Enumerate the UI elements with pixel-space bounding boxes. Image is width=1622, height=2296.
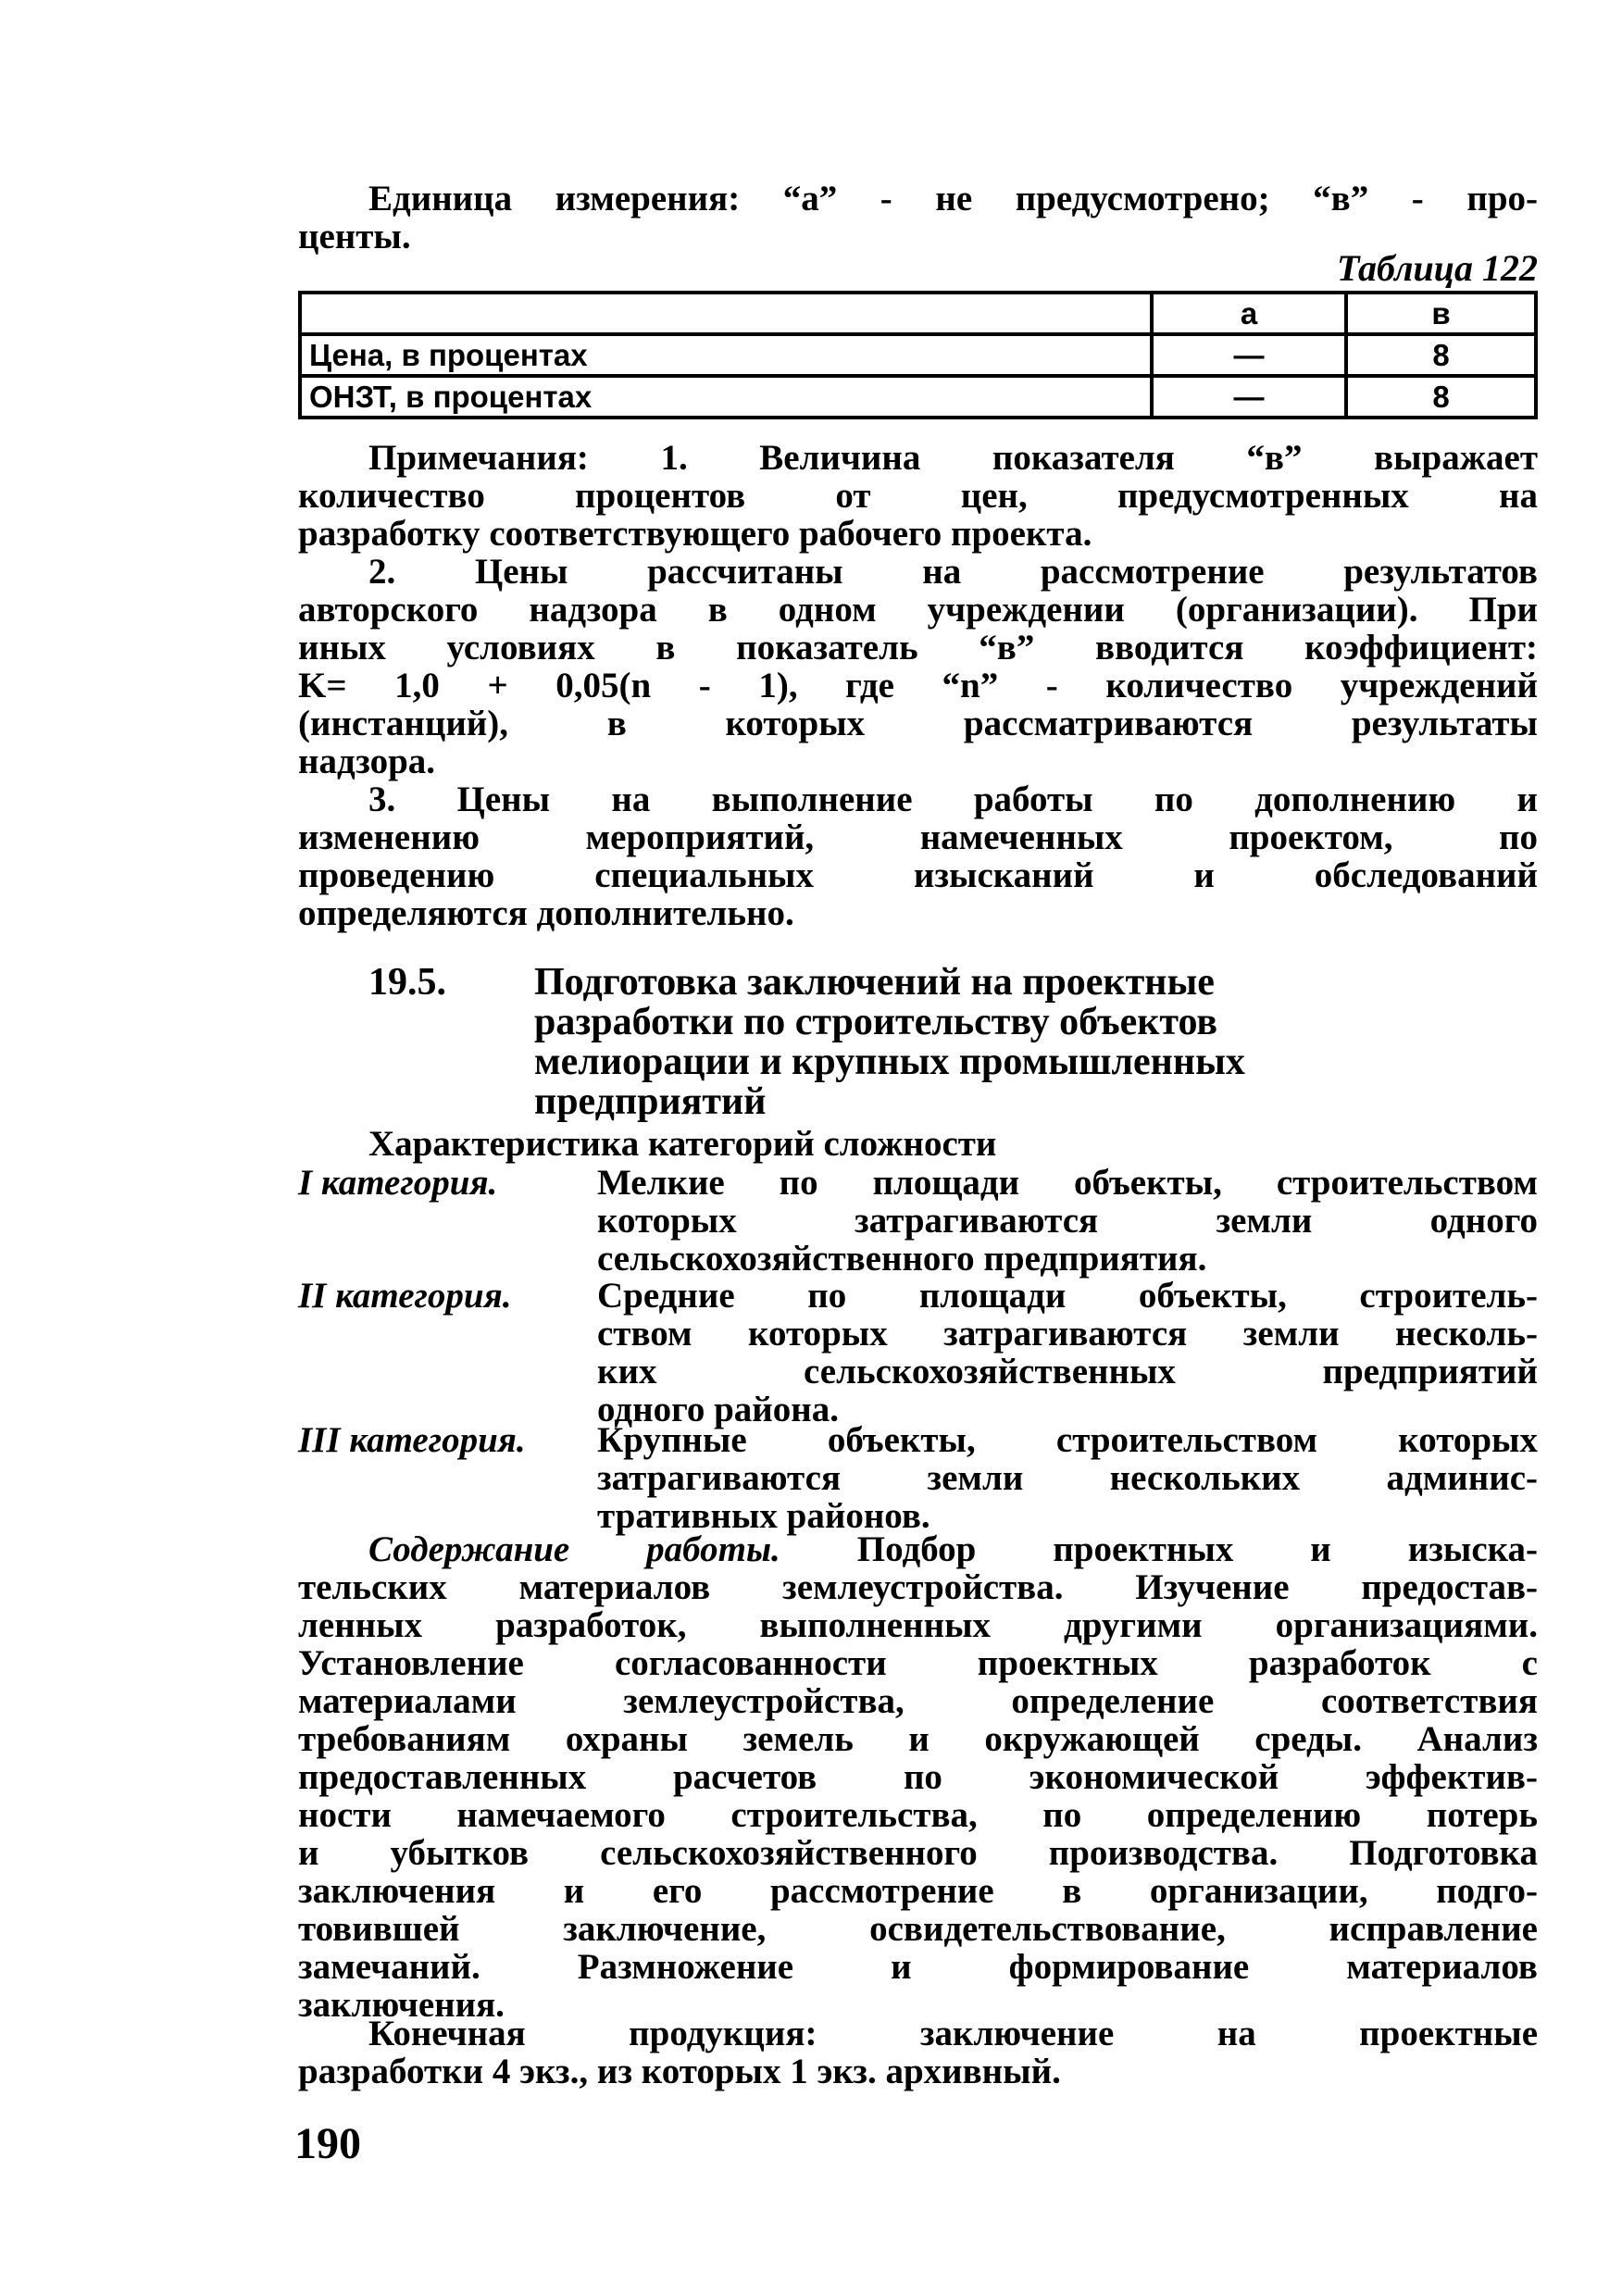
text-line: Установление согласованности проектных разработок с [298, 1643, 1538, 1683]
text-line: Единица измерения: “а” - не предусмотрено; “в” - про- [368, 179, 1538, 218]
text-line: проведению специальных изысканий и обследований [298, 855, 1538, 895]
text-line: предоставленных расчетов по экономической эффектив- [298, 1757, 1538, 1797]
table-cell: — [1152, 334, 1346, 376]
text-line: ством которых затрагиваются земли несколь- [597, 1314, 1538, 1354]
text-line: тельских материалов землеустройства. Изучение предостав- [298, 1567, 1538, 1607]
text-line: Примечания: 1. Величина показателя “в” выражает [368, 438, 1538, 478]
text-line: материалами землеустройства, определение соответствия [298, 1681, 1538, 1721]
text-line: Подготовка заключений на проектные [534, 961, 1215, 1004]
categories-heading: Характеристика категорий сложности [368, 1124, 997, 1164]
text-line: требованиям охраны земель и окружающей среды. Анализ [298, 1719, 1538, 1759]
content-paragraph [298, 1530, 1538, 2024]
text-line: авторского надзора в одном учреждении (организации). При [298, 590, 1538, 630]
product-paragraph [298, 2015, 1538, 2090]
table-cell: — [1152, 376, 1346, 418]
content-lead: Содержание работы. [368, 1529, 780, 1569]
table-122 [298, 291, 1538, 419]
text-line: разработку соответствующего рабочего проекта. [298, 514, 1092, 554]
text-line: одного района. [597, 1390, 839, 1429]
text-line: тративных районов. [597, 1496, 930, 1536]
text-line: центы. [298, 217, 411, 256]
text-line: товившей заключение, освидетельствование, исправление [298, 1909, 1538, 1949]
text-line: разработки 4 экз., из которых 1 экз. архивный. [298, 2052, 1061, 2091]
table-cell: 8 [1346, 334, 1536, 376]
page-number: 190 [294, 2119, 361, 2168]
text-line: определяются дополнительно. [298, 893, 794, 933]
table-cell: а [1152, 293, 1346, 334]
section-number-text: 19.5. [368, 961, 446, 1004]
section-number [368, 963, 446, 1003]
category-text [597, 1164, 1538, 1278]
text-line: 2. Цены рассчитаны на рассмотрение результатов [368, 552, 1538, 592]
table-header-row [300, 293, 1536, 334]
text-line: иных условиях в показатель “в” вводится коэффициент: [298, 628, 1538, 668]
text-line: Мелкие по площади объекты, строительством [597, 1163, 1538, 1203]
text-line: заключения. [298, 1985, 505, 2025]
text-line: Средние по площади объекты, строитель- [597, 1276, 1538, 1316]
text-line: замечаний. Размножение и формирование материалов [298, 1947, 1538, 1987]
text-line [298, 1530, 1538, 1568]
text-line-rest: Подбор проектных и изыска- [856, 1529, 1538, 1569]
text-line: надзора. [298, 742, 436, 781]
text-line: которых затрагиваются земли одного [597, 1201, 1538, 1241]
category-text [597, 1277, 1538, 1429]
category-label: I категория. [298, 1163, 498, 1203]
text-line: Конечная продукция: заключение на проектные [368, 2014, 1538, 2053]
table-row [300, 334, 1536, 376]
text-line: изменению мероприятий, намеченных проектом, по [298, 817, 1538, 857]
table-cell: в [1346, 293, 1536, 334]
text-line: затрагиваются земли нескольких админис- [597, 1458, 1538, 1498]
text-line: K= 1,0 + 0,05(n - 1), где “n” - количество учреждений [298, 666, 1538, 705]
text-line: сельскохозяйственного предприятия. [597, 1239, 1207, 1279]
text-line: 3. Цены на выполнение работы по дополнению и [368, 780, 1538, 819]
text-line: (инстанций), в которых рассматриваются результаты [298, 704, 1538, 743]
text-line: ких сельскохозяйственных предприятий [597, 1352, 1538, 1391]
category-text [597, 1421, 1538, 1535]
table-cell: Цена, в процентах [300, 334, 1152, 376]
text-line: разработки по строительству объектов [534, 1001, 1218, 1043]
intro-paragraph [298, 180, 1538, 256]
table-cell: 8 [1346, 376, 1536, 418]
text-line: мелиорации и крупных промышленных [534, 1041, 1245, 1083]
table-label: Таблица 122 [1337, 247, 1538, 289]
notes-paragraph [298, 439, 1538, 932]
table-cell: ОНЗТ, в процентах [300, 376, 1152, 418]
category-label: II категория. [298, 1276, 512, 1316]
table-cell [300, 293, 1152, 334]
table-row [300, 376, 1536, 418]
section-title [534, 963, 1460, 1122]
category-label: III категория. [298, 1420, 526, 1460]
text-line: предприятий [534, 1080, 767, 1123]
text-line: количество процентов от цен, предусмотренных на [298, 476, 1538, 516]
text-line: и убытков сельскохозяйственного производства. Подготовка [298, 1833, 1538, 1873]
text-line: заключения и его рассмотрение в организации, подго- [298, 1871, 1538, 1911]
text-line: ности намечаемого строительства, по определению потерь [298, 1795, 1538, 1835]
text-line: Крупные объекты, строительством которых [597, 1420, 1538, 1460]
text-line: ленных разработок, выполненных другими организациями. [298, 1605, 1538, 1645]
